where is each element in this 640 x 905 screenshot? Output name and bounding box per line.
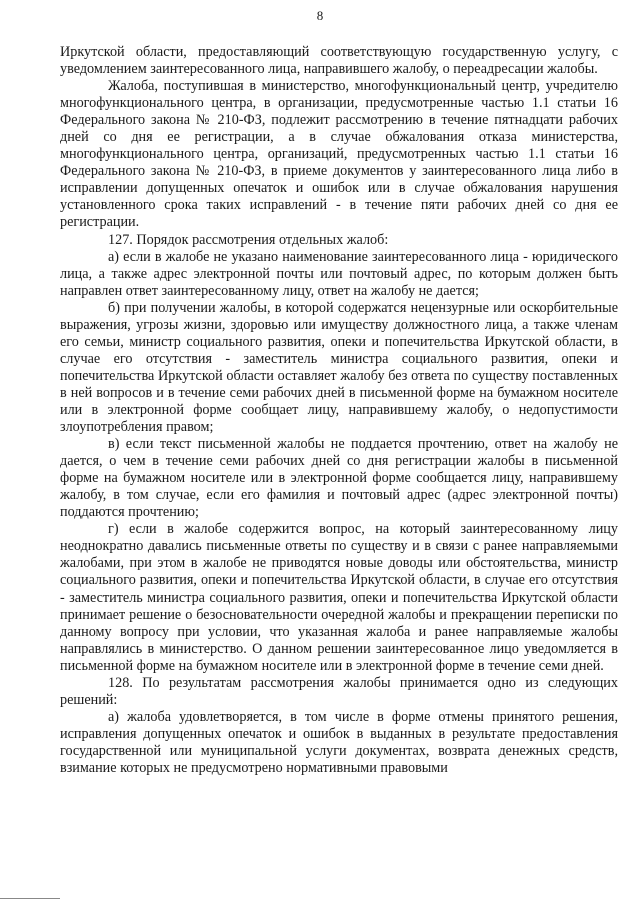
paragraph-127-b: б) при получении жалобы, в которой содержатся нецензурные или оскорбительные выражения, угрозы жизни, здоровью или имуществу должностного лица, а также членам его семьи, министр социального развития, опеки и попечительства Иркутской области, в случае его отсутствия - заместитель министра социального развития, опеки и попечительства Иркутской области оставляет жалобу без ответа по существу поставленных в ней вопросов и в течение семи рабочих дней в письменной форме на бумажном носителе или в электронной форме сообщает лицу, направившему жалобу, о недопустимости злоупотребления правом; bbox=[60, 299, 618, 436]
paragraph-complaint-terms: Жалоба, поступившая в министерство, многофункциональный центр, учредителю многофункционального центра, в организации, предусмотренные частью 1.1 статьи 16 Федерального закона № 210-ФЗ, подлежит рассмотрению в течение пятнадцати рабочих дней со дня ее регистрации, а в случае обжалования отказа министерства, многофункционального центра, организаций, предусмотренных частью 1.1 статьи 16 Федерального закона № 210-ФЗ, в приеме документов у заинтересованного лица либо в исправлении допущенных опечаток и ошибок или в случае обжалования нарушения установленного срока таких исправлений - в течение пяти рабочих дней со дня ее регистрации. bbox=[60, 78, 618, 231]
footer-divider bbox=[0, 898, 60, 899]
paragraph-128-a: а) жалоба удовлетворяется, в том числе в форме отмены принятого решения, исправления допущенных опечаток и ошибок в выданных в результате предоставления государственной или муниципальной услуги документах, возврата денежных средств, взимание которых не предусмотрено нормативными правовыми bbox=[60, 708, 618, 776]
document-body bbox=[60, 44, 618, 777]
page-number: 8 bbox=[316, 8, 324, 23]
paragraph-128-heading: 128. По результатам рассмотрения жалобы принимается одно из следующих решений: bbox=[60, 674, 618, 708]
paragraph-127-heading: 127. Порядок рассмотрения отдельных жалоб: bbox=[108, 231, 389, 248]
paragraph-continuation: Иркутской области, предоставляющий соответствующую государственную услугу, с уведомлением заинтересованного лица, направившего жалобу, о переадресации жалобы. bbox=[60, 44, 618, 78]
paragraph-127-v: в) если текст письменной жалобы не поддается прочтению, ответ на жалобу не дается, о чем в течение семи рабочих дней со дня регистрации жалобы в письменной форме на бумажном носителе или в электронной форме сообщается лицу, направившему жалобу, в том случае, если его фамилия и почтовый адрес (адрес электронной почты) поддаются прочтению; bbox=[60, 436, 618, 521]
paragraph-127-a: а) если в жалобе не указано наименование заинтересованного лица - юридического лица, а также адрес электронной почты или почтовый адрес, по которым должен быть направлен ответ заинтересованному лицу, ответ на жалобу не дается; bbox=[60, 248, 618, 299]
paragraph-127-g: г) если в жалобе содержится вопрос, на который заинтересованному лицу неоднократно давались письменные ответы по существу и в связи с ранее направляемыми жалобами, при этом в жалобе не приводятся новые доводы или обстоятельства, министр социального развития, опеки и попечительства Иркутской области, в случае его отсутствия - заместитель министра социального развития, опеки и попечительства Иркутской области принимает решение о безосновательности очередной жалобы и прекращении переписки по данному вопросу при условии, что указанная жалоба и ранее направляемые жалобы направлялись в министерство. О данном решении заинтересованное лицо уведомляется в письменной форме на бумажном носителе или в электронной форме в течение семи дней. bbox=[60, 521, 618, 674]
